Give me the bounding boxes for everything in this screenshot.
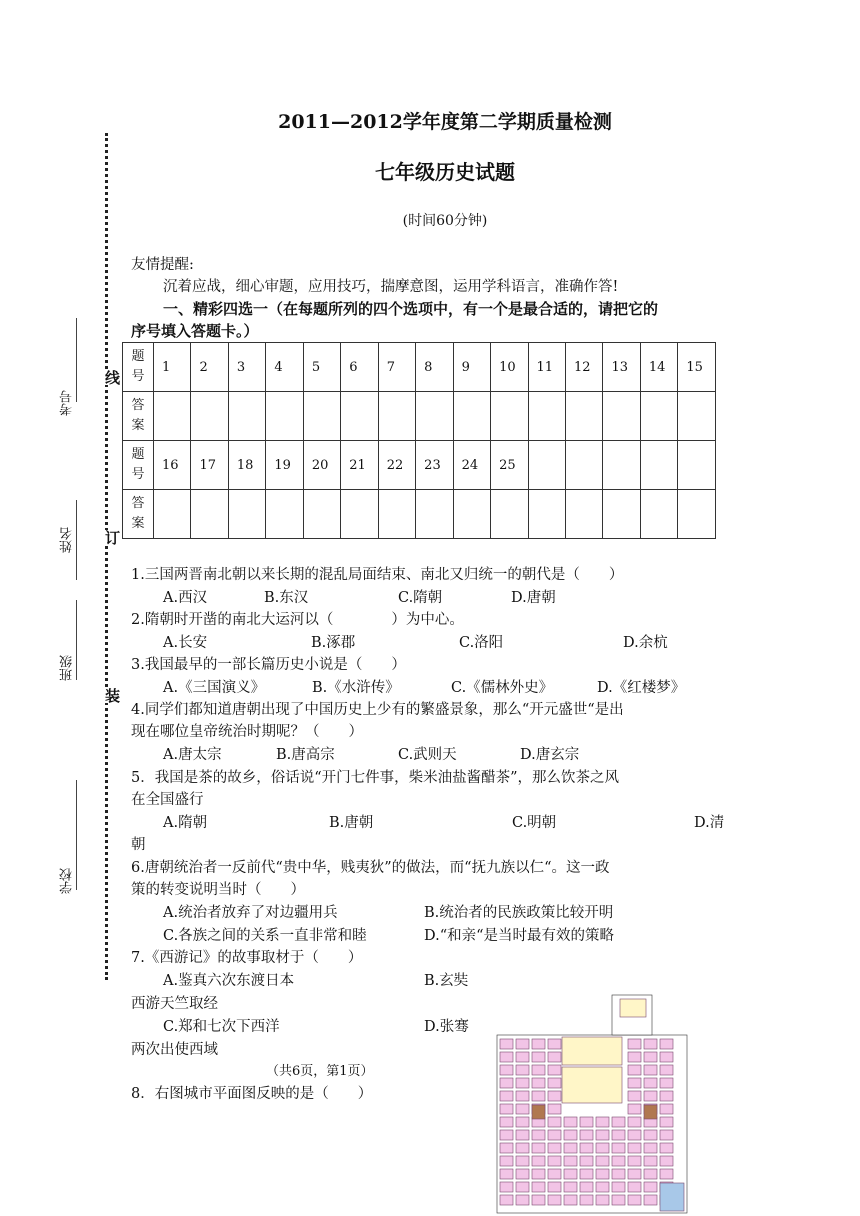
margin-class-label: 班级: [60, 655, 75, 681]
question-3: 3.我国最早的一部长篇历史小说是（ ）: [131, 657, 406, 673]
city-block: [660, 1156, 673, 1166]
city-block: [532, 1130, 545, 1140]
question-number-cell: 10: [491, 343, 528, 392]
margin-mark-pack: 装: [103, 688, 121, 703]
question-number-cell: 11: [528, 343, 565, 392]
city-block: [516, 1078, 529, 1088]
answer-label: 答案: [123, 392, 154, 441]
city-block: [644, 1143, 657, 1153]
answer-cell[interactable]: [303, 490, 340, 539]
question-number-cell: 22: [378, 441, 415, 490]
city-block: [516, 1091, 529, 1101]
answer-cell[interactable]: [154, 392, 191, 441]
answer-cell[interactable]: [640, 490, 677, 539]
answer-cell[interactable]: [640, 392, 677, 441]
city-block: [500, 1065, 513, 1075]
city-block: [532, 1156, 545, 1166]
answer-cell[interactable]: [528, 490, 565, 539]
city-block: [628, 1117, 641, 1127]
city-block: [628, 1104, 641, 1114]
answer-cell[interactable]: [303, 392, 340, 441]
q3-option-c: C.《儒林外史》: [451, 680, 554, 696]
section1-heading: 一、精彩四选一（在每题所列的四个选项中，有一个是最合适的，请把它的: [163, 300, 659, 318]
city-block: [500, 1104, 513, 1114]
answer-sheet-table: [122, 342, 716, 539]
exam-time: (时间60分钟): [402, 213, 488, 229]
answer-cell[interactable]: [191, 392, 228, 441]
city-block: [596, 1195, 609, 1205]
answer-cell[interactable]: [416, 392, 453, 441]
city-block: [500, 1143, 513, 1153]
city-block: [548, 1195, 561, 1205]
city-block: [516, 1039, 529, 1049]
city-block: [644, 1130, 657, 1140]
margin-exam-no-label: 考号: [60, 390, 75, 416]
question-number-cell: 21: [341, 441, 378, 490]
city-block: [660, 1117, 673, 1127]
city-block: [612, 1143, 625, 1153]
q7-option-c: C.郑和七次下西洋: [163, 1019, 280, 1035]
q4-option-c: C.武则天: [398, 747, 457, 763]
q7-option-d: D.张骞: [424, 1019, 469, 1035]
city-block: [628, 1091, 641, 1101]
city-block: [564, 1169, 577, 1179]
question-number-cell: 17: [191, 441, 228, 490]
q1-option-d: D.唐朝: [511, 590, 556, 606]
city-block: [532, 1052, 545, 1062]
q5-option-b: B.唐朝: [329, 815, 374, 831]
city-block: [628, 1078, 641, 1088]
q7-option-b: B.玄奘: [424, 973, 469, 989]
city-block: [548, 1078, 561, 1088]
city-block: [612, 1130, 625, 1140]
city-block: [628, 1156, 641, 1166]
question-number-cell: 9: [453, 343, 490, 392]
city-plan-map: [492, 993, 692, 1215]
city-block: [564, 1156, 577, 1166]
question-number-cell: 2: [191, 343, 228, 392]
answer-cell[interactable]: [603, 392, 640, 441]
southeast-garden: [660, 1183, 684, 1211]
city-block: [580, 1156, 593, 1166]
q1-option-b: B.东汉: [264, 590, 309, 606]
city-block: [660, 1039, 673, 1049]
q6-option-c: C.各族之间的关系一直非常和睦: [163, 928, 367, 944]
q7-option-a: A.鉴真六次东渡日本: [163, 973, 295, 989]
q3-option-d: D.《红楼梦》: [597, 680, 686, 696]
question-6-cont: 策的转变说明当时（ ）: [131, 882, 305, 898]
question-number-cell: 24: [453, 441, 490, 490]
table-row: [123, 441, 716, 490]
city-block: [548, 1117, 561, 1127]
answer-cell[interactable]: [678, 490, 716, 539]
reminder-text: 沉着应战，细心审题，应用技巧，揣摩意图，运用学科语言，准确作答!: [163, 279, 619, 295]
answer-cell[interactable]: [678, 392, 716, 441]
city-block: [596, 1182, 609, 1192]
city-block: [644, 1078, 657, 1088]
city-block: [660, 1052, 673, 1062]
q3-option-a: A.《三国演义》: [163, 680, 266, 696]
north-palace: [620, 999, 646, 1017]
question-number-cell: 16: [154, 441, 191, 490]
west-market: [532, 1105, 545, 1119]
city-block: [628, 1039, 641, 1049]
q4-option-a: A.唐太宗: [163, 747, 222, 763]
city-block: [516, 1195, 529, 1205]
city-block: [500, 1039, 513, 1049]
city-block: [580, 1182, 593, 1192]
question-number-cell: 14: [640, 343, 677, 392]
q2-option-d: D.余杭: [623, 635, 668, 651]
question-number-cell: 12: [565, 343, 602, 392]
city-block: [660, 1078, 673, 1088]
question-number-cell: 7: [378, 343, 415, 392]
answer-cell[interactable]: [191, 490, 228, 539]
question-5: 5．我国是茶的故乡，俗话说“开门七件事，柴米油盐酱醋茶”，那么饮茶之风: [131, 770, 620, 786]
city-block: [564, 1195, 577, 1205]
city-block: [548, 1169, 561, 1179]
question-number-cell: [603, 441, 640, 490]
question-7: 7.《西游记》的故事取材于（ ）: [131, 950, 363, 966]
city-block: [580, 1169, 593, 1179]
question-number-cell: [678, 441, 716, 490]
page-footer: （共6页，第1页）: [266, 1064, 374, 1079]
answer-cell[interactable]: [228, 392, 265, 441]
city-block: [660, 1130, 673, 1140]
city-block: [644, 1065, 657, 1075]
city-block: [644, 1156, 657, 1166]
city-block: [628, 1195, 641, 1205]
question-number-cell: 19: [266, 441, 303, 490]
table-row: [123, 392, 716, 441]
q6-option-a: A.统治者放弃了对边疆用兵: [163, 905, 338, 921]
answer-cell[interactable]: [228, 490, 265, 539]
question-5-cont: 在全国盛行: [131, 792, 204, 808]
city-block: [628, 1143, 641, 1153]
question-number-cell: 4: [266, 343, 303, 392]
exam-title: 2011—2012学年度第二学期质量检测: [278, 111, 612, 133]
city-block: [500, 1156, 513, 1166]
answer-cell[interactable]: [266, 490, 303, 539]
margin-name-label: 姓名: [60, 527, 75, 553]
question-number-cell: 1: [154, 343, 191, 392]
city-block: [532, 1091, 545, 1101]
answer-cell[interactable]: [378, 490, 415, 539]
city-block: [644, 1039, 657, 1049]
answer-cell[interactable]: [491, 392, 528, 441]
q2-option-b: B.涿郡: [311, 635, 356, 651]
q5-option-a: A.隋朝: [163, 815, 208, 831]
answer-cell[interactable]: [603, 490, 640, 539]
answer-label: 答案: [123, 490, 154, 539]
question-number-cell: 13: [603, 343, 640, 392]
city-block: [532, 1039, 545, 1049]
city-block: [500, 1091, 513, 1101]
city-block: [644, 1195, 657, 1205]
city-block: [580, 1195, 593, 1205]
city-block: [500, 1169, 513, 1179]
question-number-cell: [565, 441, 602, 490]
answer-cell[interactable]: [266, 392, 303, 441]
question-4-cont: 现在哪位皇帝统治时期呢？（ ）: [131, 724, 363, 740]
city-block: [612, 1117, 625, 1127]
q3-option-b: B.《水浒传》: [312, 680, 400, 696]
city-block: [596, 1130, 609, 1140]
margin-mark-line: 线: [103, 370, 121, 385]
city-block: [548, 1091, 561, 1101]
city-block: [644, 1091, 657, 1101]
city-block: [628, 1052, 641, 1062]
q7-option-b-cont: 西游天竺取经: [131, 996, 218, 1012]
answer-cell[interactable]: [416, 490, 453, 539]
question-number-cell: 23: [416, 441, 453, 490]
section1-heading-cont: 序号填入答题卡。）: [131, 322, 259, 340]
binding-dotted-line: [105, 133, 108, 980]
city-block: [548, 1104, 561, 1114]
question-number-label: 题号: [123, 441, 154, 490]
city-block: [516, 1065, 529, 1075]
city-block: [516, 1182, 529, 1192]
q5-option-d: D.清: [694, 815, 725, 831]
city-block: [612, 1169, 625, 1179]
reminder-label: 友情提醒:: [131, 257, 194, 273]
city-block: [516, 1117, 529, 1127]
city-block: [532, 1169, 545, 1179]
city-block: [660, 1169, 673, 1179]
q2-option-c: C.洛阳: [459, 635, 504, 651]
answer-cell[interactable]: [453, 392, 490, 441]
city-block: [548, 1143, 561, 1153]
q2-option-a: A.长安: [163, 635, 208, 651]
answer-cell[interactable]: [565, 392, 602, 441]
city-block: [532, 1182, 545, 1192]
city-block: [548, 1052, 561, 1062]
question-number-cell: 15: [678, 343, 716, 392]
city-block: [660, 1065, 673, 1075]
city-block: [548, 1156, 561, 1166]
city-block: [596, 1156, 609, 1166]
question-number-cell: 3: [228, 343, 265, 392]
imperial-city: [562, 1067, 622, 1103]
city-block: [516, 1052, 529, 1062]
city-block: [548, 1039, 561, 1049]
city-block: [660, 1091, 673, 1101]
question-4: 4.同学们都知道唐朝出现了中国历史上少有的繁盛景象，那么“开元盛世“是出: [131, 702, 624, 718]
question-8: 8．右图城市平面图反映的是（ ）: [131, 1086, 373, 1102]
palace-city: [562, 1037, 622, 1065]
city-block: [516, 1143, 529, 1153]
question-number-cell: 8: [416, 343, 453, 392]
answer-cell[interactable]: [378, 392, 415, 441]
city-block: [628, 1169, 641, 1179]
question-6: 6.唐朝统治者一反前代“贵中华，贱夷狄”的做法，而“抚九族以仁“。这一政: [131, 860, 610, 876]
city-block: [548, 1065, 561, 1075]
city-block: [548, 1182, 561, 1192]
answer-cell[interactable]: [491, 490, 528, 539]
q7-option-d-cont: 两次出使西域: [131, 1042, 218, 1058]
city-block: [628, 1130, 641, 1140]
city-block: [516, 1130, 529, 1140]
city-block: [516, 1104, 529, 1114]
city-block: [580, 1117, 593, 1127]
city-block: [500, 1078, 513, 1088]
answer-cell[interactable]: [341, 490, 378, 539]
city-block: [500, 1195, 513, 1205]
q5-option-d-cont: 朝: [131, 837, 146, 853]
q1-option-a: A.西汉: [163, 590, 208, 606]
city-block: [500, 1117, 513, 1127]
question-number-cell: 25: [491, 441, 528, 490]
city-block: [564, 1182, 577, 1192]
q6-option-b: B.统治者的民族政策比较开明: [424, 905, 614, 921]
city-block: [612, 1156, 625, 1166]
city-block: [580, 1143, 593, 1153]
margin-school-line: [76, 780, 77, 890]
city-block: [548, 1130, 561, 1140]
question-number-cell: [640, 441, 677, 490]
margin-mark-bind: 订: [103, 530, 121, 545]
city-block: [612, 1195, 625, 1205]
city-block: [516, 1156, 529, 1166]
q1-option-c: C.隋朝: [398, 590, 443, 606]
answer-cell[interactable]: [565, 490, 602, 539]
question-number-cell: 18: [228, 441, 265, 490]
city-block: [596, 1143, 609, 1153]
city-block: [564, 1143, 577, 1153]
question-number-cell: [528, 441, 565, 490]
city-block: [628, 1182, 641, 1192]
q4-option-d: D.唐玄宗: [520, 747, 580, 763]
answer-cell[interactable]: [528, 392, 565, 441]
city-block: [612, 1182, 625, 1192]
city-block: [532, 1078, 545, 1088]
answer-cell[interactable]: [453, 490, 490, 539]
q6-option-d: D.“和亲“是当时最有效的策略: [424, 928, 615, 944]
city-blocks: [497, 995, 687, 1213]
q5-option-c: C.明朝: [512, 815, 557, 831]
city-block: [516, 1169, 529, 1179]
city-block: [564, 1130, 577, 1140]
margin-school-label: 学校: [60, 868, 75, 894]
question-2: 2.隋朝时开凿的南北大运河以（ ）为中心。: [131, 612, 464, 628]
q4-option-b: B.唐高宗: [276, 747, 335, 763]
table-row: [123, 343, 716, 392]
question-number-label: 题号: [123, 343, 154, 392]
city-block: [596, 1117, 609, 1127]
city-block: [660, 1104, 673, 1114]
city-block: [628, 1065, 641, 1075]
table-row: [123, 490, 716, 539]
city-block: [500, 1182, 513, 1192]
question-number-cell: 6: [341, 343, 378, 392]
city-block: [532, 1065, 545, 1075]
city-block: [564, 1117, 577, 1127]
city-block: [532, 1143, 545, 1153]
answer-cell[interactable]: [154, 490, 191, 539]
city-block: [644, 1182, 657, 1192]
city-block: [580, 1130, 593, 1140]
margin-name-line: [76, 500, 77, 580]
margin-exam-no-line: [76, 318, 77, 402]
city-block: [500, 1130, 513, 1140]
city-block: [596, 1169, 609, 1179]
exam-subtitle: 七年级历史试题: [375, 160, 515, 184]
answer-cell[interactable]: [341, 392, 378, 441]
city-block: [500, 1052, 513, 1062]
city-block: [644, 1052, 657, 1062]
question-1: 1.三国两晋南北朝以来长期的混乱局面结束、南北又归统一的朝代是（ ）: [131, 567, 624, 583]
city-block: [644, 1169, 657, 1179]
city-block: [532, 1195, 545, 1205]
east-market: [644, 1105, 657, 1119]
city-block: [660, 1143, 673, 1153]
margin-class-line: [76, 600, 77, 680]
question-number-cell: 20: [303, 441, 340, 490]
question-number-cell: 5: [303, 343, 340, 392]
